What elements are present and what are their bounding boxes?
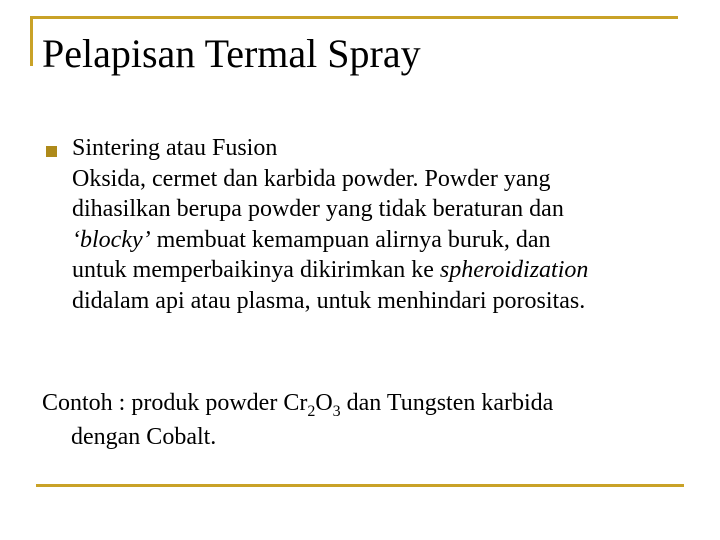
blocky-term: ‘blocky’ [72,226,151,253]
subscript-3: 3 [332,403,341,420]
bullet-line-4-pre: untuk memperbaikinya dikirimkan ke [72,257,440,283]
bullet-line-3-rest: membuat kemampuan alirnya buruk, dan [150,226,551,253]
bullet-line-4 [72,255,712,286]
bullet-line-3 [72,225,712,256]
bullet-line-5: didalam api atau plasma, untuk menhindari porositas. [72,287,586,314]
bullet-heading: Sintering atau Fusion [72,135,278,161]
example-suffix: dan Tungsten karbida [340,390,554,416]
subscript-2: 2 [307,403,316,420]
slide-title: Pelapisan Termal Spray [42,31,421,76]
top-rule [30,16,678,19]
square-bullet-icon [46,146,57,157]
bottom-rule [36,484,684,487]
left-rule [30,16,33,66]
example-paragraph [42,388,702,452]
example-oxygen: O [315,390,333,416]
example-prefix: Contoh : produk powder Cr [42,390,308,416]
bullet-paragraph [72,133,712,316]
bullet-line-2: dihasilkan berupa powder yang tidak beraturan dan [72,196,564,222]
spheroidization-term: spheroidization [439,257,589,283]
bullet-line-1: Oksida, cermet dan karbida powder. Powder yang [72,165,551,192]
example-line-2: dengan Cobalt. [71,423,217,450]
example-line-1 [42,388,702,422]
